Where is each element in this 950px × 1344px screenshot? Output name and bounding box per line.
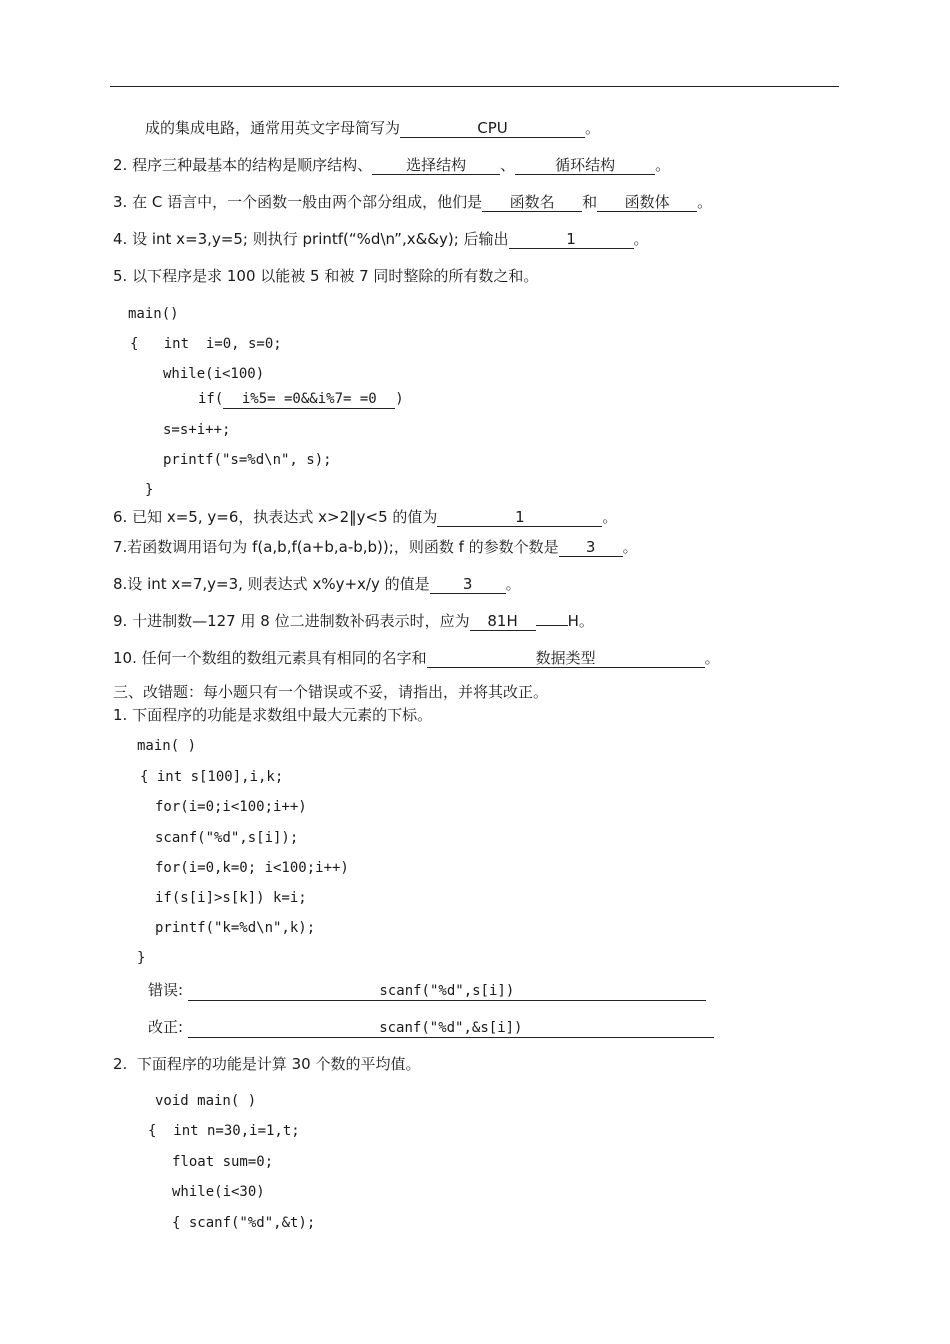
answer-blank: 1 <box>437 508 602 527</box>
error-label: 错误: <box>148 981 184 999</box>
question-text: 在 C 语言中，一个函数一般由两个部分组成，他们是 <box>132 193 483 211</box>
question-number: 1. <box>113 706 128 724</box>
punctuation: 。 <box>704 649 720 667</box>
answer-blank: CPU <box>400 119 585 138</box>
code-line: printf("s=%d\n", s); <box>163 452 332 468</box>
code-line: if(s[i]>s[k]) k=i; <box>155 890 307 906</box>
code-line: { int i=0, s=0; <box>130 336 282 352</box>
question-text: 设 int x=3,y=5; 则执行 printf(“%d\n”,x&&y); 后输出 <box>132 230 509 248</box>
error-answer-blank: scanf("%d",s[i]) <box>188 982 706 1001</box>
code-line: while(i<30) <box>172 1184 265 1200</box>
code-line: for(i=0;i<100;i++) <box>155 799 307 815</box>
question-1-continuation <box>145 118 600 138</box>
answer-blank-trailing <box>536 625 568 626</box>
punctuation: 。 <box>655 156 671 174</box>
punctuation: 。 <box>622 538 638 556</box>
question-number: 3. <box>113 193 128 211</box>
question-text: 成的集成电路，通常用英文字母简写为 <box>145 119 401 137</box>
question-text: 下面程序的功能是求数组中最大元素的下标。 <box>132 706 433 724</box>
code-text: if( <box>198 391 224 407</box>
answer-blank-2: 循环结构 <box>515 156 655 175</box>
code-line: scanf("%d",s[i]); <box>155 830 299 846</box>
code-line: { int s[100],i,k; <box>140 769 284 785</box>
problem-2 <box>113 1054 420 1074</box>
punctuation: 。 <box>585 119 601 137</box>
answer-blank-2: 函数体 <box>597 193 697 212</box>
problem-1 <box>113 705 432 725</box>
code-line: s=s+i++; <box>163 422 231 438</box>
question-text: 下面程序的功能是计算 30 个数的平均值。 <box>136 1055 421 1073</box>
code-line: while(i<100) <box>163 366 265 382</box>
code-line: printf("k=%d\n",k); <box>155 920 316 936</box>
question-number: 2. <box>113 156 128 174</box>
answer-blank: 3 <box>430 575 506 594</box>
question-text: 8.设 int x=7,y=3, 则表达式 x%y+x/y 的值是 <box>113 575 430 593</box>
question-number: 9. <box>113 612 128 630</box>
question-number: 5. <box>113 267 128 285</box>
code-line: main() <box>128 306 179 322</box>
question-number: 6. <box>113 508 128 526</box>
code-text: ) <box>395 391 404 407</box>
fix-answer-blank: scanf("%d",&s[i]) <box>188 1019 714 1038</box>
code-line: { int n=30,i=1,t; <box>148 1123 300 1139</box>
answer-blank: 3 <box>559 538 623 557</box>
question-text: 十进制数—127 用 8 位二进制数补码表示时，应为 <box>132 612 470 630</box>
question-text: 任何一个数组的数组元素具有相同的名字和 <box>141 649 427 667</box>
answer-blank: 1 <box>509 230 634 249</box>
code-line: { scanf("%d",&t); <box>172 1215 316 1231</box>
punctuation: H。 <box>567 612 594 630</box>
fix-label: 改正: <box>148 1018 184 1036</box>
question-4 <box>113 229 649 249</box>
code-line: main( ) <box>137 738 197 754</box>
error-line <box>148 980 706 1001</box>
question-8 <box>113 574 521 594</box>
question-text: 7.若函数调用语句为 f(a,b,f(a+b,a-b,b));，则函数 f 的参数个数是 <box>113 538 559 556</box>
header-rule <box>110 86 839 87</box>
code-line: float sum=0; <box>172 1154 274 1170</box>
punctuation: 。 <box>602 508 618 526</box>
section-heading: 三、改错题：每小题只有一个错误或不妥，请指出，并将其改正。 <box>113 683 549 701</box>
code-line: for(i=0,k=0; i<100;i++) <box>155 860 349 876</box>
punctuation: 。 <box>633 230 649 248</box>
question-10 <box>113 648 720 668</box>
code-line: } <box>145 482 154 498</box>
answer-blank: i%5= =0&&i%7= =0 <box>223 390 395 409</box>
code-line: void main( ) <box>155 1093 257 1109</box>
question-5 <box>113 266 538 286</box>
answer-blank-1: 选择结构 <box>372 156 500 175</box>
question-3 <box>113 192 712 212</box>
question-2 <box>113 155 670 175</box>
answer-blank: 81H <box>470 612 536 631</box>
question-number: 10. <box>113 649 137 667</box>
answer-blank-1: 函数名 <box>482 193 582 212</box>
question-text: 已知 x=5, y=6，执表达式 x>2‖y<5 的值为 <box>132 508 438 526</box>
fix-line <box>148 1017 714 1038</box>
punctuation: 、 <box>500 156 516 174</box>
answer-blank: 数据类型 <box>427 649 705 668</box>
code-line: } <box>137 950 146 966</box>
connector-text: 和 <box>582 193 598 211</box>
question-text: 以下程序是求 100 以能被 5 和被 7 同时整除的所有数之和。 <box>132 267 539 285</box>
punctuation: 。 <box>697 193 713 211</box>
question-9 <box>113 611 594 631</box>
question-6 <box>113 507 617 527</box>
question-7 <box>113 537 638 557</box>
code-line-with-blank <box>198 389 404 409</box>
question-text: 程序三种最基本的结构是顺序结构、 <box>132 156 373 174</box>
punctuation: 。 <box>505 575 521 593</box>
question-number: 4. <box>113 230 128 248</box>
question-number: 2. <box>113 1055 128 1073</box>
